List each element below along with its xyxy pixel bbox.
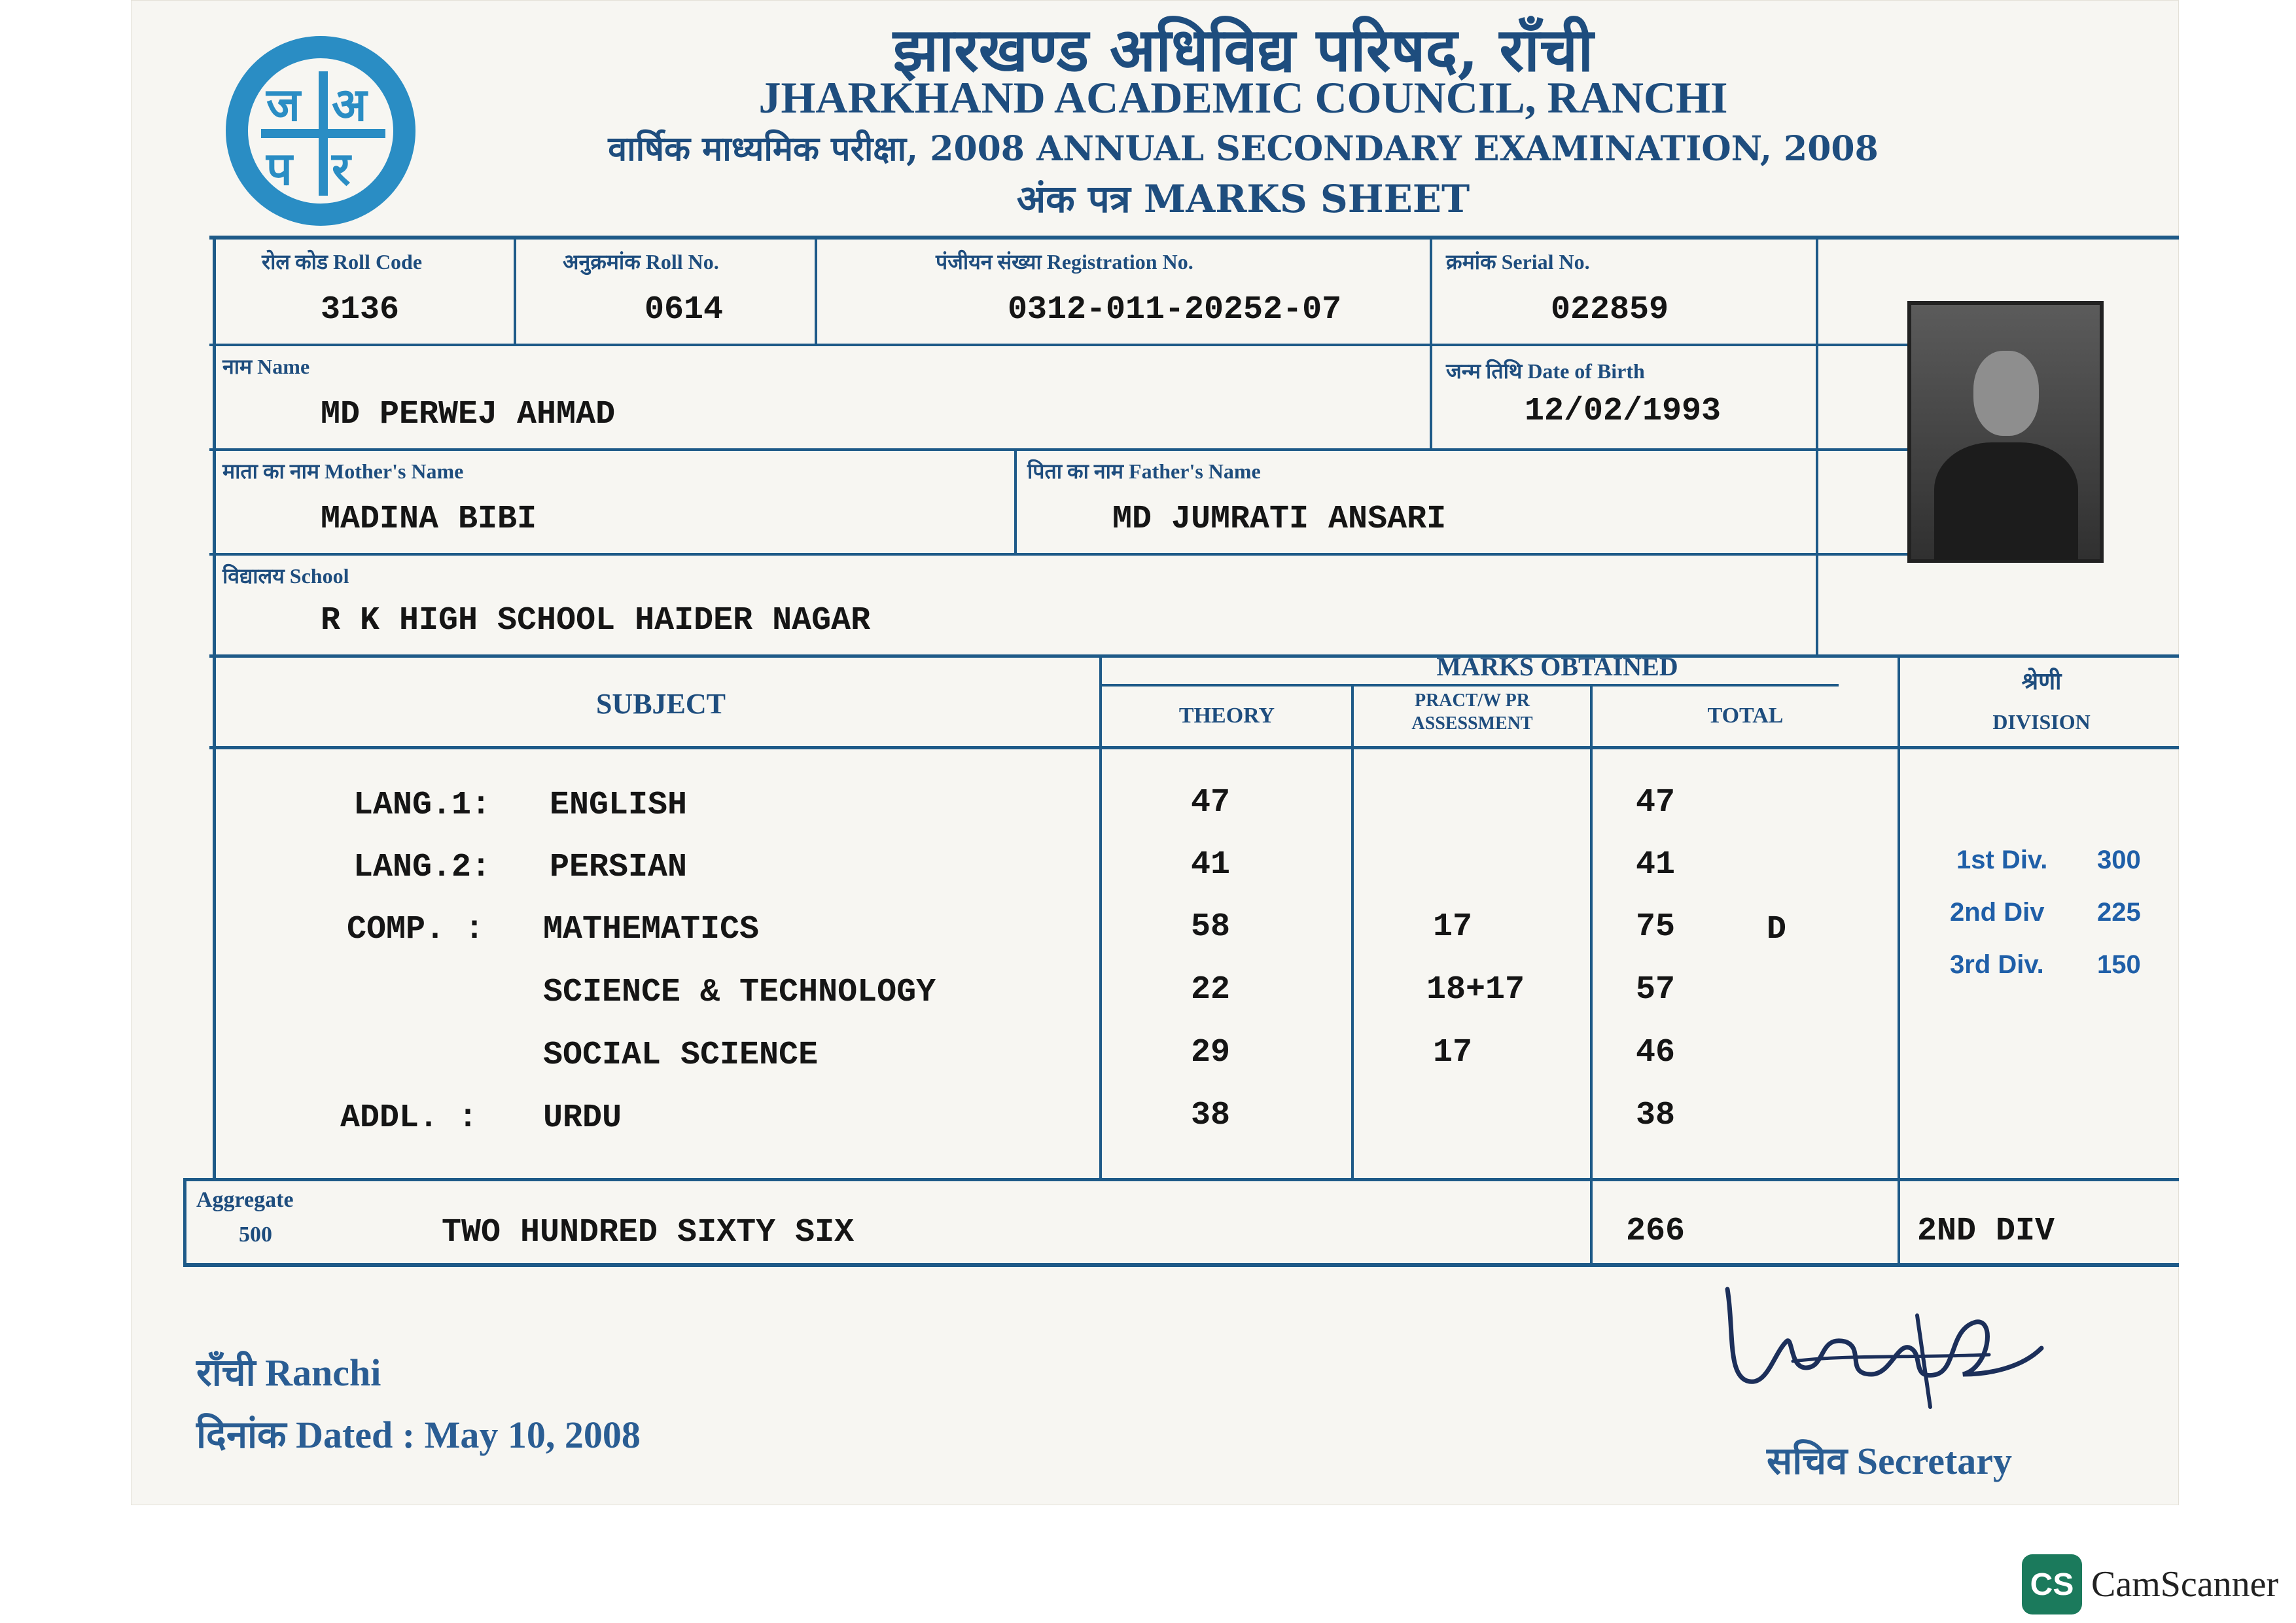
division-note-value: 150 [2097, 950, 2141, 979]
row-subject: MATHEMATICS [543, 911, 760, 948]
secretary-label: सचिव Secretary [1767, 1440, 2013, 1482]
dated: दिनांक Dated : May 10, 2008 [196, 1414, 641, 1456]
father-name: MD JUMRATI ANSARI [1112, 501, 1447, 538]
row-theory: 29 [1191, 1034, 1231, 1071]
serial-label: क्रमांक Serial No. [1446, 250, 1590, 274]
practical-header-1: PRACT/W PR [1414, 690, 1530, 711]
school-label: विद्यालय School [222, 564, 349, 588]
aggregate-total: 266 [1626, 1213, 1686, 1250]
secretary-signature [1714, 1276, 2055, 1427]
row-flag: D [1767, 911, 1787, 948]
result-division: 2ND DIV [1917, 1213, 2055, 1250]
row-total: 57 [1636, 971, 1676, 1008]
aggregate-label: Aggregate [196, 1188, 294, 1212]
row-total: 38 [1636, 1097, 1676, 1134]
row-total: 75 [1636, 908, 1676, 946]
row-total: 41 [1636, 846, 1676, 883]
row-theory: 47 [1191, 784, 1231, 821]
camscanner-name: CamScanner [2091, 1564, 2279, 1605]
marks-obtained-header: MARKS OBTAINED [1436, 652, 1678, 681]
row-subject: PERSIAN [550, 849, 688, 886]
dob-label: जन्म तिथि Date of Birth [1446, 359, 1645, 383]
serial-no: 022859 [1551, 291, 1669, 329]
school-name: R K HIGH SCHOOL HAIDER NAGAR [321, 602, 871, 639]
row-total: 46 [1636, 1034, 1676, 1071]
division-note-value: 300 [2097, 846, 2141, 874]
division-header: DIVISION [1992, 710, 2091, 734]
student-photo [1907, 301, 2104, 563]
sheet-title: अंक पत्र MARKS SHEET [1016, 177, 1470, 221]
row-subject: URDU [543, 1099, 622, 1137]
row-theory: 22 [1191, 971, 1231, 1008]
marks-sheet [131, 0, 2179, 1505]
place-ranchi: राँची Ranchi [196, 1351, 381, 1394]
roll-code: 3136 [321, 291, 400, 329]
council-logo-icon: ज अ प र [226, 36, 415, 226]
camscanner-logo-icon: CS [2022, 1554, 2082, 1614]
student-name: MD PERWEJ AHMAD [321, 396, 616, 433]
practical-header-2: ASSESSMENT [1411, 713, 1533, 734]
total-header: TOTAL [1707, 704, 1784, 728]
roll-code-label: रोल कोड Roll Code [262, 250, 423, 274]
row-prefix: LANG.2: [353, 849, 491, 886]
exam-line: वार्षिक माध्यमिक परीक्षा, 2008 ANNUAL SECONDARY EXAMINATION, 2008 [608, 129, 1879, 169]
division-note-label: 2nd Div [1950, 898, 2045, 927]
row-subject: SCIENCE & TECHNOLOGY [543, 974, 936, 1011]
division-note-label: 1st Div. [1956, 846, 2048, 874]
division-note-label: 3rd Div. [1950, 950, 2044, 979]
row-practical: 17 [1433, 1034, 1473, 1071]
english-title: JHARKHAND ACADEMIC COUNCIL, RANCHI [758, 73, 1728, 122]
roll-no: 0614 [645, 291, 724, 329]
registration-no: 0312-011-20252-07 [1008, 291, 1342, 329]
aggregate-max: 500 [239, 1222, 272, 1247]
row-practical: 17 [1433, 908, 1473, 946]
roll-no-label: अनुक्रमांक Roll No. [563, 250, 719, 274]
division-header-hindi: श्रेणी [2021, 668, 2062, 694]
mother-label: माता का नाम Mother's Name [222, 459, 464, 483]
aggregate-words: TWO HUNDRED SIXTY SIX [442, 1214, 855, 1251]
theory-header: THEORY [1178, 704, 1275, 728]
row-subject: SOCIAL SCIENCE [543, 1037, 819, 1074]
row-subject: ENGLISH [550, 787, 688, 824]
name-label: नाम Name [222, 355, 310, 378]
date-of-birth: 12/02/1993 [1525, 393, 1722, 430]
father-label: पिता का नाम Father's Name [1027, 459, 1261, 483]
row-total: 47 [1636, 784, 1676, 821]
row-theory: 58 [1191, 908, 1231, 946]
registration-label: पंजीयन संख्या Registration No. [936, 250, 1193, 274]
row-prefix: COMP. : [347, 911, 485, 948]
row-practical: 18+17 [1426, 971, 1525, 1008]
row-prefix: ADDL. : [340, 1099, 478, 1137]
subject-header: SUBJECT [595, 688, 726, 720]
row-theory: 38 [1191, 1097, 1231, 1134]
hindi-title: झारखण्ड अधिविद्य परिषद, राँची [892, 14, 1594, 85]
mother-name: MADINA BIBI [321, 501, 537, 538]
division-note-value: 225 [2097, 898, 2141, 927]
camscanner-watermark [2022, 1554, 2278, 1614]
row-prefix: LANG.1: [353, 787, 491, 824]
row-theory: 41 [1191, 846, 1231, 883]
